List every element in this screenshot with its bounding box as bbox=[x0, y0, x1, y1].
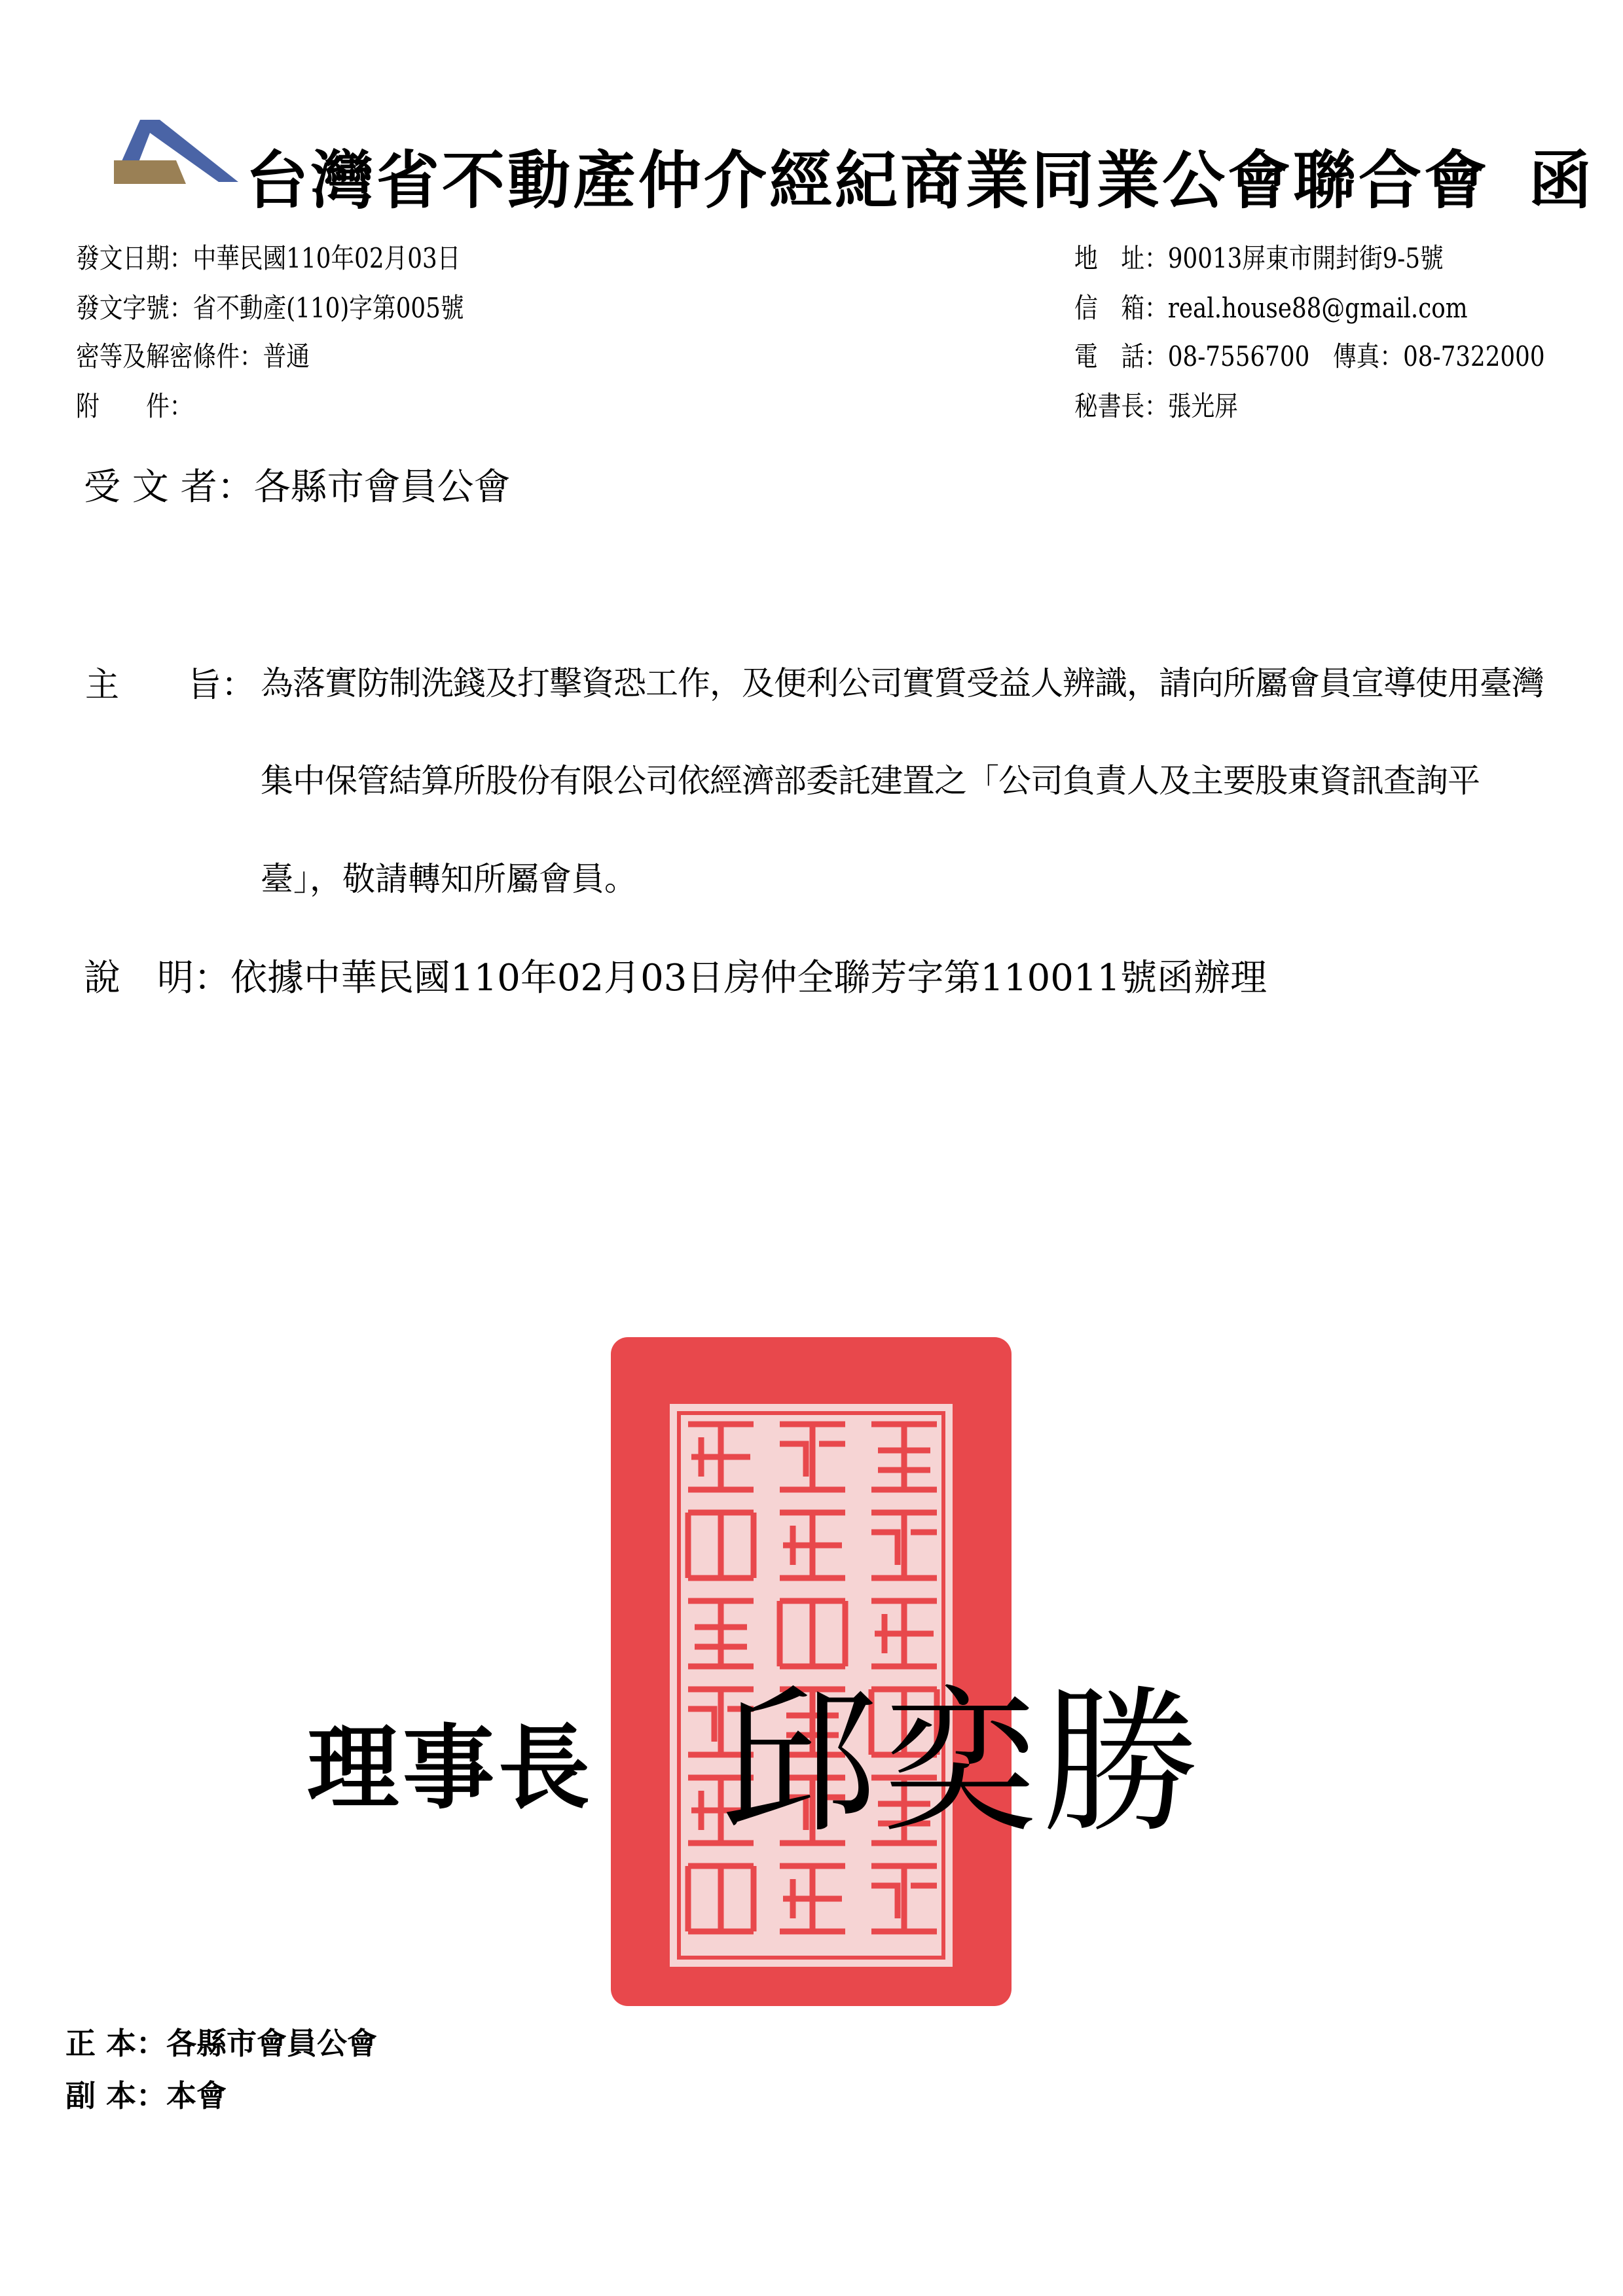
chairman-title: 理事長 bbox=[307, 1715, 594, 1822]
explanation-text: 依據中華民國110年02月03日房仲全聯芳字第110011號函辦理 bbox=[230, 957, 1267, 999]
organization-name: 台灣省不動產仲介經紀商業同業公會聯合會 bbox=[246, 144, 1489, 217]
classification: 密等及解密條件：普通 bbox=[76, 340, 310, 372]
document-number: 發文字號：省不動產(110)字第005號 bbox=[76, 292, 464, 324]
chairman-signature: 邱奕勝 bbox=[720, 1671, 1204, 1854]
attachments: 附 件： bbox=[76, 390, 193, 422]
document-type: 函 bbox=[1529, 144, 1594, 217]
duplicate-copy: 副 本：本會 bbox=[65, 2078, 227, 2113]
subject-line-1: 為落實防制洗錢及打擊資恐工作，及便利公司實質受益人辨識，請向所屬會員宣導使用臺灣 bbox=[261, 664, 1544, 702]
secretary-general: 秘書長：張光屏 bbox=[1074, 390, 1238, 422]
explanation bbox=[84, 949, 1267, 1001]
document-title bbox=[246, 131, 1594, 221]
email[interactable]: 信 箱：real.house88@gmail.com bbox=[1074, 292, 1468, 324]
explanation-label: 說 明： bbox=[84, 957, 230, 999]
phone-fax: 電 話：08-7556700 傳真：08-7322000 bbox=[1074, 340, 1545, 372]
recipient: 受 文 者：各縣市會員公會 bbox=[84, 466, 511, 509]
subject-line-2: 集中保管結算所股份有限公司依經濟部委託建置之「公司負責人及主要股東資訊查詢平 bbox=[261, 762, 1480, 800]
organization-logo bbox=[114, 120, 238, 188]
original-copy: 正 本：各縣市會員公會 bbox=[65, 2026, 378, 2061]
subject-line-3: 臺」，敬請轉知所屬會員。 bbox=[261, 860, 637, 898]
address: 地 址：90013屏東市開封街9-5號 bbox=[1074, 242, 1444, 274]
subject-label: 主 旨： bbox=[85, 666, 256, 705]
issue-date: 發文日期：中華民國110年02月03日 bbox=[76, 242, 461, 274]
